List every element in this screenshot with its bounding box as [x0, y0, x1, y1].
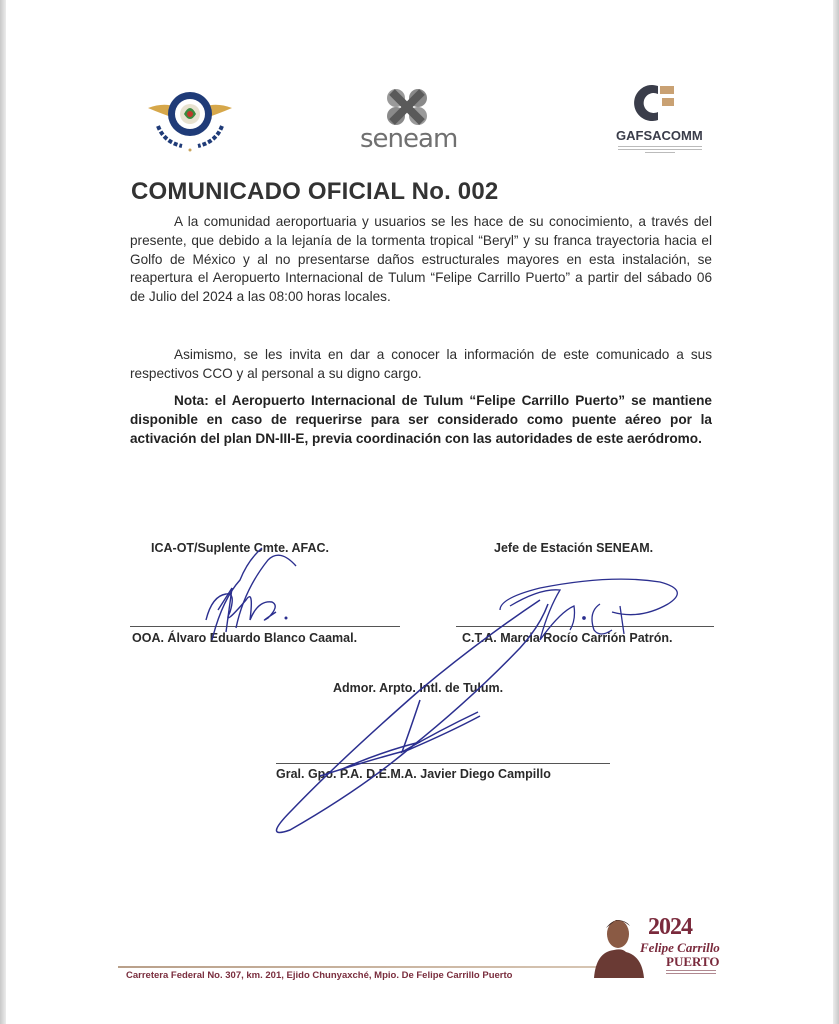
- afac-logo: [140, 78, 240, 158]
- paragraph-invitation: [130, 346, 712, 384]
- signature-3-line: [276, 763, 610, 764]
- document-title: COMUNICADO OFICIAL No. 002: [131, 178, 499, 205]
- signature-2-name: C.T.A. Marcia Rocío Carrión Patrón.: [462, 631, 673, 645]
- seneam-wordmark: seneam: [360, 124, 458, 154]
- paragraph-invitation-text: Asimismo, se les invita en dar a conocer la información de este comunicado a sus respectivos CCO y al personal a su digno cargo.: [130, 347, 712, 381]
- badge-name-line2: PUERTO: [666, 954, 720, 969]
- signature-3-role: Admor. Arpto. Intl. de Tulum.: [333, 681, 504, 695]
- signature-3-name: Gral. Gpo. P.A. D.E.M.A. Javier Diego Campillo: [276, 767, 551, 781]
- footer-address: Carretera Federal No. 307, km. 201, Ejido Chunyaxché, Mpio. De Felipe Carrillo Puerto: [126, 970, 513, 981]
- footer-divider: [118, 966, 638, 968]
- gafsacomm-wordmark: GAFSACOMM: [616, 128, 703, 143]
- signature-1-role: ICA-OT/Suplente Cmte. AFAC.: [151, 541, 330, 555]
- page-edge-right: [833, 0, 839, 1024]
- paragraph-reopening-text: A la comunidad aeroportuaria y usuarios se les hace de su conocimiento, a través del presente, que debido a la lejanía de la tormenta tropical “Beryl” y su franca trayectoria hacia el Golfo de México y al no presentarse daños estructurales mayores en esta instalación, se reapertura el Aeropuerto Internacional de Tulum “Felipe Carrillo Puerto” a partir del sábado 06 de Julio del 2024 a las 08:00 horas locales.: [130, 214, 712, 305]
- badge-subtitle-lines: [666, 970, 716, 976]
- gafsacomm-logo: [612, 80, 712, 160]
- paragraph-reopening: [130, 213, 712, 307]
- signature-1-line: [130, 626, 400, 627]
- page-edge-left: [0, 0, 6, 1024]
- badge-name-line1: Felipe Carrillo: [640, 940, 720, 955]
- felipe-carrillo-puerto-2024-badge: [586, 912, 736, 980]
- paragraph-note: [130, 392, 712, 448]
- signature-1-name: OOA. Álvaro Eduardo Blanco Caamal.: [132, 631, 358, 645]
- gafsacomm-subtitle-lines: [618, 146, 702, 153]
- signature-2-role: Jefe de Estación SENEAM.: [494, 541, 654, 555]
- paragraph-note-text: Nota: el Aeropuerto Internacional de Tulum “Felipe Carrillo Puerto” se mantiene disponible en caso de requerirse para ser considerado como puente aéreo por la activación del plan DN-III-E, previa coordinación con las autoridades de este aeródromo.: [130, 393, 712, 446]
- signature-2-line: [456, 626, 714, 627]
- seneam-logo: [358, 84, 482, 152]
- badge-year: 2024: [648, 914, 692, 940]
